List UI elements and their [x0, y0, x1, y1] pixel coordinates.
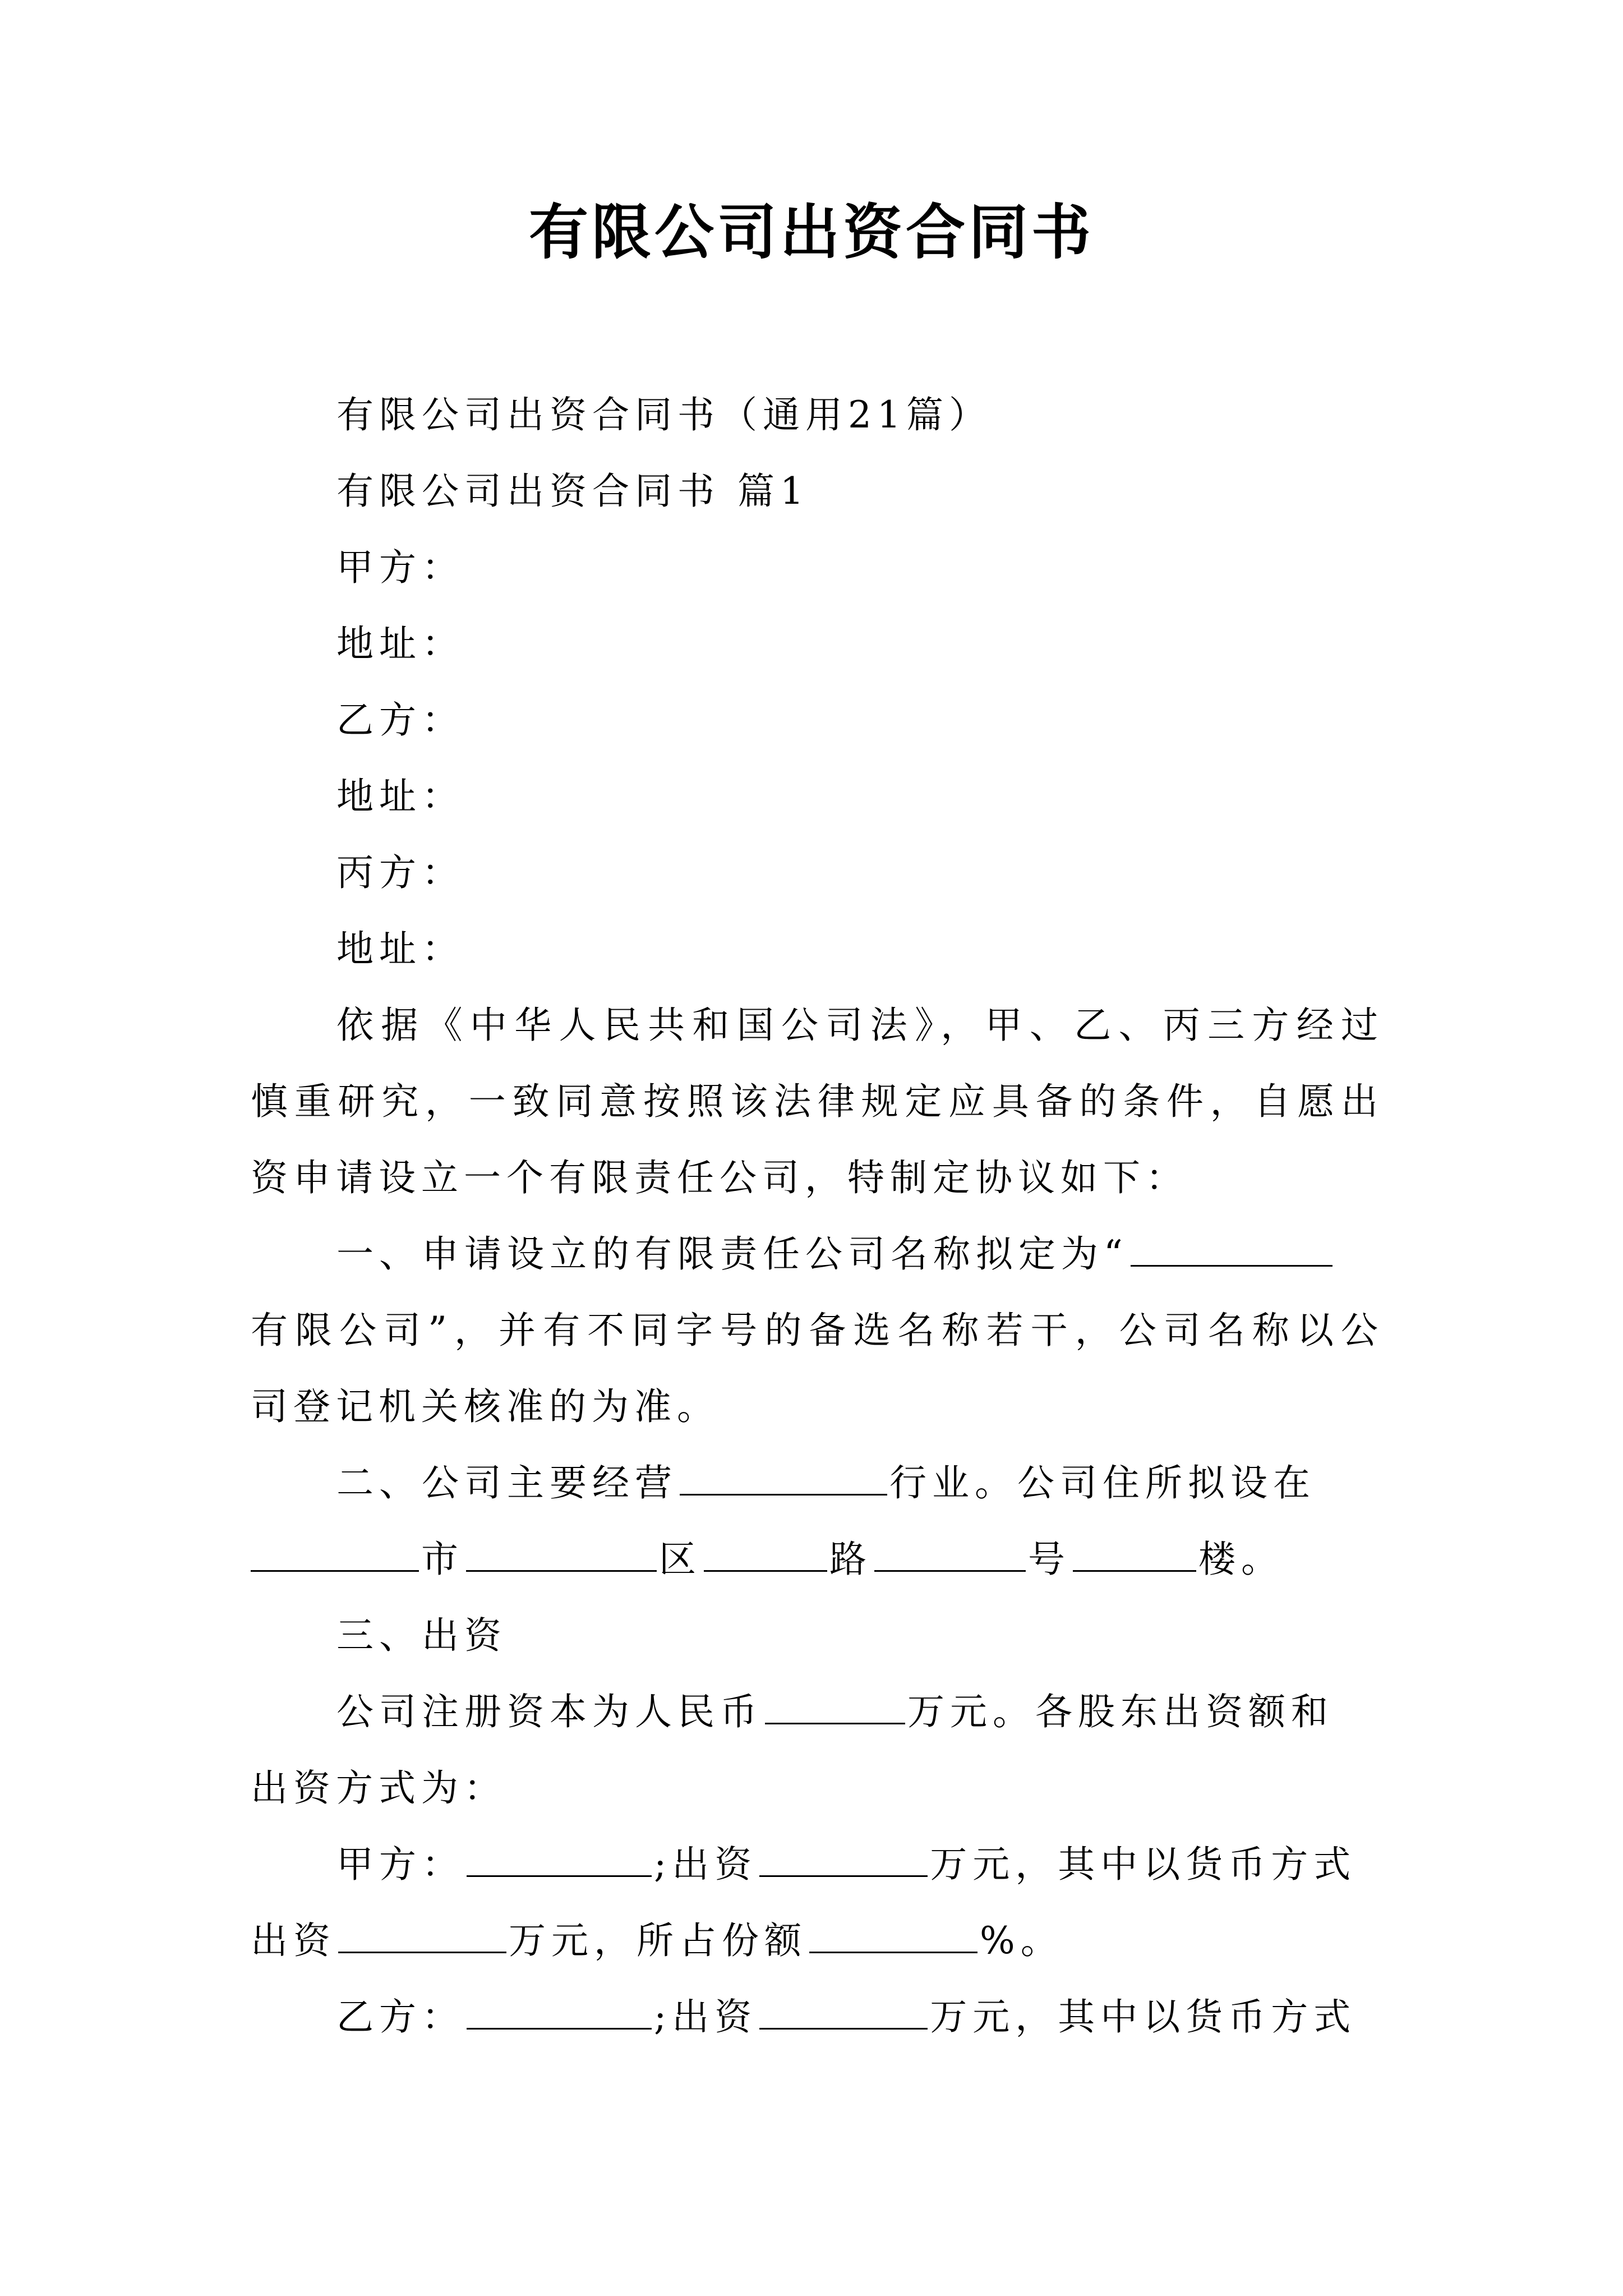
party-a-amount-blank: [759, 1841, 928, 1877]
party-b-amount-blank: [759, 1993, 928, 2030]
clause-text: 路: [829, 1538, 872, 1581]
clause-text: 号: [1028, 1538, 1071, 1581]
city-blank: [251, 1535, 419, 1572]
company-name-blank: [1131, 1230, 1332, 1267]
clause-text: 万元，所占份额: [509, 1919, 807, 1962]
party-c-label: 丙方：: [336, 851, 464, 894]
clause-text: 甲方：: [336, 1843, 464, 1886]
party-a-address-label: 地址：: [336, 622, 464, 665]
party-a-label: 甲方：: [336, 546, 464, 589]
paragraph-line: [336, 1684, 1334, 1740]
paragraph-line: [336, 1226, 1335, 1282]
paragraph-line: [251, 1531, 1284, 1588]
number-blank: [874, 1535, 1026, 1572]
clause-text: 公司注册资本为人民币: [336, 1690, 763, 1733]
clause-text: 万元。各股东出资额和: [907, 1690, 1334, 1733]
clause-text: 万元，其中以货币方式: [930, 1843, 1357, 1886]
paragraph-line: 资申请设立一个有限责任公司，特制定协议如下：: [251, 1156, 1188, 1199]
road-blank: [704, 1535, 827, 1572]
party-a-cash-blank: [338, 1917, 506, 1953]
floor-blank: [1073, 1535, 1196, 1572]
paragraph-line: 出资方式为：: [251, 1766, 506, 1810]
paragraph-line: 司登记机关核准的为准。: [251, 1385, 720, 1428]
party-a-share-blank: [809, 1917, 978, 1953]
clause-text: ;出资: [654, 1843, 758, 1886]
party-b-address-label: 地址：: [336, 775, 464, 818]
party-a-name-blank: [467, 1841, 652, 1877]
clause-text: 区: [659, 1538, 702, 1581]
clause-text: 一、申请设立的有限责任公司名称拟定为“: [336, 1232, 1128, 1276]
clause-text: 行业。公司住所拟设在: [889, 1461, 1316, 1504]
clause-text: 市: [421, 1538, 464, 1581]
document-title: 有限公司出资合同书: [529, 198, 1094, 267]
industry-blank: [680, 1459, 887, 1496]
party-c-address-label: 地址：: [336, 927, 464, 970]
paragraph-line: [336, 1989, 1356, 2045]
clause-text: 出资: [251, 1919, 336, 1962]
subtitle: 有限公司出资合同书（通用21篇）: [336, 393, 992, 436]
section-heading: 有限公司出资合同书 篇1: [336, 470, 809, 513]
clause-text: 万元，其中以货币方式: [930, 1995, 1357, 2039]
district-blank: [466, 1535, 657, 1572]
paragraph-line: 慎重研究，一致同意按照该法律规定应具备的条件，自愿出: [251, 1080, 1378, 1123]
paragraph-line: 依据《中华人民共和国公司法》，甲、乙、丙三方经过: [336, 1004, 1378, 1047]
paragraph-line: [336, 1455, 1316, 1511]
clause-text: 乙方：: [336, 1995, 464, 2039]
paragraph-line: [336, 1837, 1356, 1893]
section-heading: 三、出资: [336, 1614, 507, 1657]
party-b-label: 乙方：: [336, 698, 464, 742]
paragraph-line: [251, 1913, 1063, 1969]
clause-text: 楼。: [1198, 1538, 1284, 1581]
clause-text: %。: [980, 1919, 1063, 1962]
clause-text: 二、公司主要经营: [336, 1461, 677, 1504]
clause-text: ;出资: [654, 1995, 758, 2039]
party-b-name-blank: [467, 1993, 652, 2030]
paragraph-line: 有限公司”，并有不同字号的备选名称若干，公司名称以公: [251, 1309, 1378, 1352]
capital-blank: [765, 1688, 905, 1724]
